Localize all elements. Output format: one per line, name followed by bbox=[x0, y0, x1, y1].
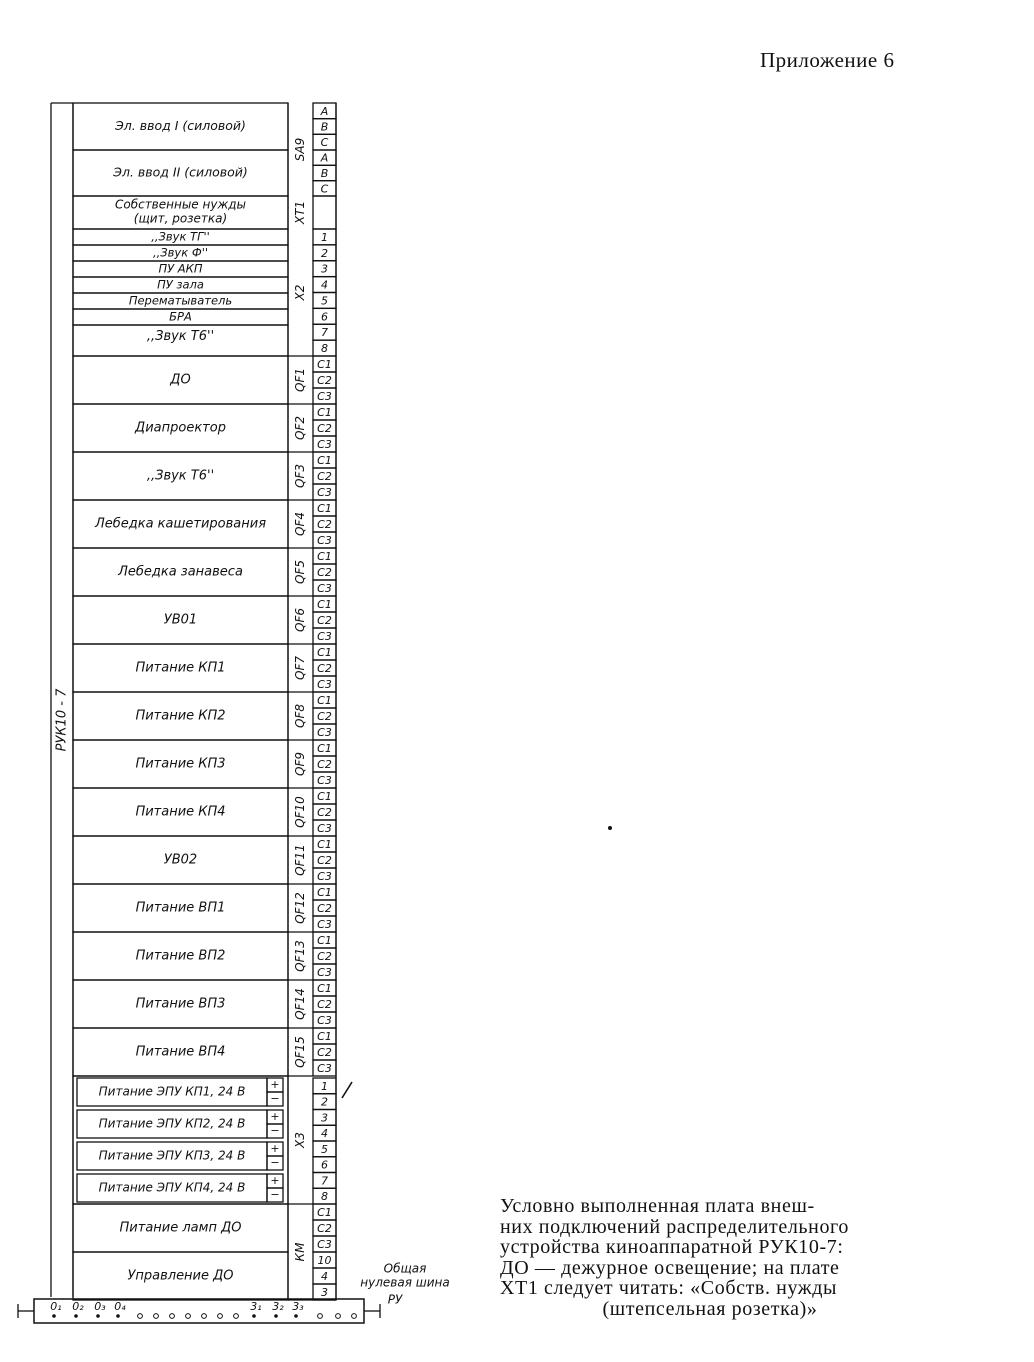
qf-row-1-pin-C2: C2 bbox=[317, 374, 332, 387]
sa9-group-label: SA9 bbox=[293, 137, 307, 162]
sa9-row-2-label: Эл. ввод II (силовой) bbox=[113, 164, 248, 180]
qf-row-2-group-label: QF2 bbox=[293, 416, 307, 440]
x3-pin-4: 4 bbox=[321, 1127, 328, 1141]
km-row-2-label: Управление ДО bbox=[127, 1268, 234, 1284]
qf-row-9-group-label: QF9 bbox=[293, 752, 307, 776]
bus-note-line2: нулевая шина bbox=[360, 1275, 450, 1290]
board-label-ruk: РУК10 - 7 bbox=[54, 688, 70, 752]
x3-row-4-sign-minus: − bbox=[270, 1188, 280, 1201]
bus-terminal-7-label: 3₃ bbox=[292, 1300, 304, 1313]
qf-row-11-pin-C1: C1 bbox=[317, 838, 332, 851]
qf-row-4-label: Лебедка кашетирования bbox=[94, 516, 267, 532]
bus-terminal-3-dot bbox=[96, 1314, 100, 1318]
x3-row-3-sign-plus: + bbox=[270, 1142, 280, 1155]
x2-pin-8: 8 bbox=[321, 342, 328, 356]
caption-line-1: Условно выполненная плата внеш- bbox=[500, 1195, 815, 1217]
caption-line-2: них подключений распределительного bbox=[500, 1215, 849, 1238]
qf-row-9-pin-C2: C2 bbox=[317, 758, 332, 771]
x2-pin-4: 4 bbox=[321, 278, 328, 292]
qf-row-9-pin-C1: C1 bbox=[317, 742, 332, 755]
qf-row-14-pin-C1: C1 bbox=[317, 982, 332, 995]
qf-row-15-pin-C2: C2 bbox=[317, 1046, 332, 1059]
bus-terminal-2-label: 0₂ bbox=[72, 1300, 84, 1313]
bus-contact bbox=[318, 1314, 323, 1319]
figure-caption bbox=[500, 1196, 920, 1319]
xt1-group-label: XT1 bbox=[293, 200, 307, 225]
sa9-row-2-pin-C: C bbox=[320, 182, 329, 196]
qf-row-4-pin-C3: C3 bbox=[317, 534, 332, 547]
qf-row-5-pin-C1: C1 bbox=[317, 550, 332, 563]
x2-row-7-label: ,,Звук Т6'' bbox=[146, 329, 215, 344]
x3-row-1-sign-minus: − bbox=[270, 1092, 280, 1105]
bus-terminal-6-label: 3₂ bbox=[272, 1300, 284, 1313]
qf-row-8-pin-C3: C3 bbox=[317, 726, 332, 739]
x3-row-4-label: Питание ЭПУ КП4, 24 В bbox=[98, 1180, 246, 1195]
bus-contact bbox=[154, 1314, 159, 1319]
qf-row-10-pin-C2: C2 bbox=[317, 806, 332, 819]
qf-row-14-group-label: QF14 bbox=[293, 988, 307, 1020]
km-group-label: КМ bbox=[293, 1242, 307, 1262]
qf-row-15-pin-C1: C1 bbox=[317, 1030, 332, 1043]
bus-terminal-5-dot bbox=[252, 1314, 256, 1318]
caption-line-3: устройства киноаппаратной РУК10-7: bbox=[500, 1236, 844, 1258]
qf-row-4-pin-C1: C1 bbox=[317, 502, 332, 515]
qf-row-1-label: ДО bbox=[170, 372, 191, 388]
qf-row-11-group-label: QF11 bbox=[293, 844, 307, 876]
bus-contact bbox=[138, 1314, 143, 1319]
qf-row-3-pin-C3: C3 bbox=[317, 486, 332, 499]
x3-pin-5: 5 bbox=[321, 1142, 328, 1156]
qf-row-8-label: Питание КП2 bbox=[135, 708, 226, 724]
qf-row-1-pin-C3: C3 bbox=[317, 390, 332, 403]
x2-row-1-label: ,,Звук ТГ'' bbox=[151, 229, 210, 244]
qf-row-14-pin-C3: C3 bbox=[317, 1014, 332, 1027]
x3-row-1-label: Питание ЭПУ КП1, 24 В bbox=[98, 1084, 246, 1099]
x2-pin-6: 6 bbox=[321, 310, 328, 324]
x2-row-3-label: ПУ АКП bbox=[158, 261, 203, 276]
x3-pin-8: 8 bbox=[321, 1190, 328, 1204]
bus-terminal-5-label: 3₁ bbox=[250, 1300, 262, 1313]
qf-row-3-pin-C1: C1 bbox=[317, 454, 332, 467]
x3-row-2-label: Питание ЭПУ КП2, 24 В bbox=[98, 1116, 246, 1131]
caption-line-4: ДО — дежурное освещение; на плате bbox=[500, 1256, 840, 1279]
check-mark bbox=[342, 1082, 352, 1098]
qf-row-12-pin-C2: C2 bbox=[317, 902, 332, 915]
sa9-row-1-pin-C: C bbox=[320, 136, 329, 150]
qf-row-15-group-label: QF15 bbox=[293, 1036, 307, 1068]
x2-row-2-label: ,,Звук Ф'' bbox=[152, 245, 209, 260]
qf-row-7-group-label: QF7 bbox=[293, 656, 307, 680]
sa9-row-1-label: Эл. ввод I (силовой) bbox=[115, 118, 246, 133]
qf-row-4-group-label: QF4 bbox=[293, 512, 307, 536]
x2-pin-5: 5 bbox=[321, 294, 328, 308]
xt1-label-line1: Собственные нужды bbox=[114, 197, 247, 212]
qf-row-15-pin-C3: C3 bbox=[317, 1062, 332, 1075]
qf-row-11-pin-C3: C3 bbox=[317, 870, 332, 883]
bus-note-line3: РУ bbox=[387, 1292, 403, 1307]
x2-row-4-label: ПУ зала bbox=[157, 277, 204, 292]
qf-row-5-pin-C2: C2 bbox=[317, 566, 332, 579]
qf-row-14-pin-C2: C2 bbox=[317, 998, 332, 1011]
x3-pin-7: 7 bbox=[321, 1174, 328, 1188]
x3-pin-6: 6 bbox=[321, 1158, 328, 1172]
x3-row-1-sign-plus: + bbox=[270, 1078, 280, 1091]
bus-terminal-6-dot bbox=[274, 1314, 278, 1318]
caption-line-6: (штепсельная розетка)» bbox=[602, 1297, 818, 1320]
x3-group-label: X3 bbox=[293, 1132, 307, 1148]
bus-contact bbox=[202, 1314, 207, 1319]
qf-row-6-pin-C3: C3 bbox=[317, 630, 332, 643]
qf-row-4-pin-C2: C2 bbox=[317, 518, 332, 531]
bus-contact bbox=[186, 1314, 191, 1319]
km-pin-4: 4 bbox=[321, 1270, 328, 1283]
bus-contact bbox=[336, 1314, 341, 1319]
bus-note-line1: Общая bbox=[383, 1261, 427, 1276]
xt1-label-line2: (щит, розетка) bbox=[133, 211, 228, 226]
qf-row-12-pin-C1: C1 bbox=[317, 886, 332, 899]
qf-row-12-group-label: QF12 bbox=[293, 892, 307, 924]
qf-row-5-label: Лебедка занавеса bbox=[118, 564, 243, 580]
bus-terminal-1-label: 0₁ bbox=[50, 1300, 62, 1313]
x3-row-4-sign-plus: + bbox=[270, 1174, 280, 1187]
bus-terminal-2-dot bbox=[74, 1314, 78, 1318]
x3-row-2-sign-minus: − bbox=[270, 1124, 280, 1137]
qf-row-13-pin-C2: C2 bbox=[317, 950, 332, 963]
x2-group-label: X2 bbox=[293, 284, 307, 301]
bus-terminal-1-dot bbox=[52, 1314, 56, 1318]
km-pin-10: 10 bbox=[317, 1254, 332, 1267]
qf-row-6-pin-C1: C1 bbox=[317, 598, 332, 611]
x2-pin-7: 7 bbox=[321, 326, 328, 340]
qf-row-6-group-label: QF6 bbox=[293, 608, 307, 632]
x3-row-3-sign-minus: − bbox=[270, 1156, 280, 1169]
bus-terminal-3-label: 0₃ bbox=[94, 1300, 106, 1313]
qf-row-13-pin-C1: C1 bbox=[317, 934, 332, 947]
bus-contact bbox=[352, 1314, 357, 1319]
qf-row-2-label: Диапроектор bbox=[135, 420, 226, 436]
km-row-1-label: Питание ламп ДО bbox=[119, 1220, 242, 1236]
qf-row-3-pin-C2: C2 bbox=[317, 470, 332, 483]
qf-row-11-pin-C2: C2 bbox=[317, 854, 332, 867]
x2-row-5-label: Перематыватель bbox=[128, 293, 233, 308]
bus-contact bbox=[170, 1314, 175, 1319]
km-pin-C1: C1 bbox=[317, 1206, 332, 1219]
qf-row-9-pin-C3: C3 bbox=[317, 774, 332, 787]
x2-pin-3: 3 bbox=[321, 262, 328, 276]
qf-row-13-group-label: QF13 bbox=[293, 940, 307, 972]
bus-contact bbox=[234, 1314, 239, 1319]
qf-row-3-group-label: QF3 bbox=[293, 464, 307, 488]
qf-row-2-pin-C1: C1 bbox=[317, 406, 332, 419]
qf-row-13-label: Питание ВП2 bbox=[135, 948, 226, 964]
qf-row-6-label: УВ01 bbox=[163, 612, 198, 628]
qf-row-2-pin-C3: C3 bbox=[317, 438, 332, 451]
qf-row-2-pin-C2: C2 bbox=[317, 422, 332, 435]
x3-pin-2: 2 bbox=[321, 1095, 328, 1109]
bus-terminal-4-dot bbox=[116, 1314, 120, 1318]
qf-row-7-pin-C2: C2 bbox=[317, 662, 332, 675]
xt1-pin-empty bbox=[313, 196, 336, 229]
qf-row-5-group-label: QF5 bbox=[293, 560, 307, 584]
caption-line-5: XT1 следует читать: «Собств. нужды bbox=[500, 1277, 838, 1299]
qf-row-10-group-label: QF10 bbox=[293, 796, 307, 828]
bus-terminal-7-dot bbox=[294, 1314, 298, 1318]
sa9-row-2-pin-B: B bbox=[320, 167, 329, 180]
qf-row-8-pin-C2: C2 bbox=[317, 710, 332, 723]
stray-dot bbox=[608, 826, 612, 830]
km-pin-C2: C2 bbox=[317, 1222, 332, 1235]
qf-row-8-pin-C1: C1 bbox=[317, 694, 332, 707]
bus-contact bbox=[218, 1314, 223, 1319]
x2-pin-2: 2 bbox=[321, 246, 328, 260]
qf-row-7-pin-C3: C3 bbox=[317, 678, 332, 691]
x3-pin-1: 1 bbox=[321, 1079, 328, 1093]
qf-row-12-pin-C3: C3 bbox=[317, 918, 332, 931]
x2-row-6-label: БРА bbox=[169, 309, 192, 324]
qf-row-11-label: УВ02 bbox=[163, 852, 198, 868]
qf-row-12-label: Питание ВП1 bbox=[135, 900, 226, 916]
sa9-row-1-pin-B: B bbox=[320, 120, 329, 134]
qf-row-7-pin-C1: C1 bbox=[317, 646, 332, 659]
bus-terminal-4-label: 0₄ bbox=[114, 1300, 126, 1313]
x3-pin-3: 3 bbox=[321, 1111, 328, 1125]
qf-row-5-pin-C3: C3 bbox=[317, 582, 332, 595]
sa9-row-1-pin-A: A bbox=[320, 104, 329, 118]
qf-row-9-label: Питание КП3 bbox=[135, 756, 226, 772]
qf-row-7-label: Питание КП1 bbox=[135, 660, 226, 676]
qf-row-1-group-label: QF1 bbox=[293, 368, 307, 392]
qf-row-14-label: Питание ВП3 bbox=[135, 996, 226, 1012]
km-pin-C3: C3 bbox=[317, 1238, 332, 1251]
x3-row-3-label: Питание ЭПУ КП3, 24 В bbox=[98, 1148, 246, 1163]
qf-row-10-pin-C3: C3 bbox=[317, 822, 332, 835]
qf-row-8-group-label: QF8 bbox=[293, 704, 307, 728]
qf-row-10-label: Питание КП4 bbox=[135, 804, 226, 820]
qf-row-6-pin-C2: C2 bbox=[317, 614, 332, 627]
x2-pin-1: 1 bbox=[321, 230, 328, 244]
qf-row-15-label: Питание ВП4 bbox=[135, 1044, 226, 1060]
qf-row-13-pin-C3: C3 bbox=[317, 966, 332, 979]
sa9-row-2-pin-A: A bbox=[320, 151, 329, 165]
qf-row-1-pin-C1: C1 bbox=[317, 358, 332, 371]
x3-row-2-sign-plus: + bbox=[270, 1110, 280, 1123]
qf-row-10-pin-C1: C1 bbox=[317, 790, 332, 803]
km-pin-3: 3 bbox=[321, 1286, 328, 1299]
appendix-title: Приложение 6 bbox=[760, 48, 895, 72]
qf-row-3-label: ,,Звук Т6'' bbox=[146, 468, 215, 484]
